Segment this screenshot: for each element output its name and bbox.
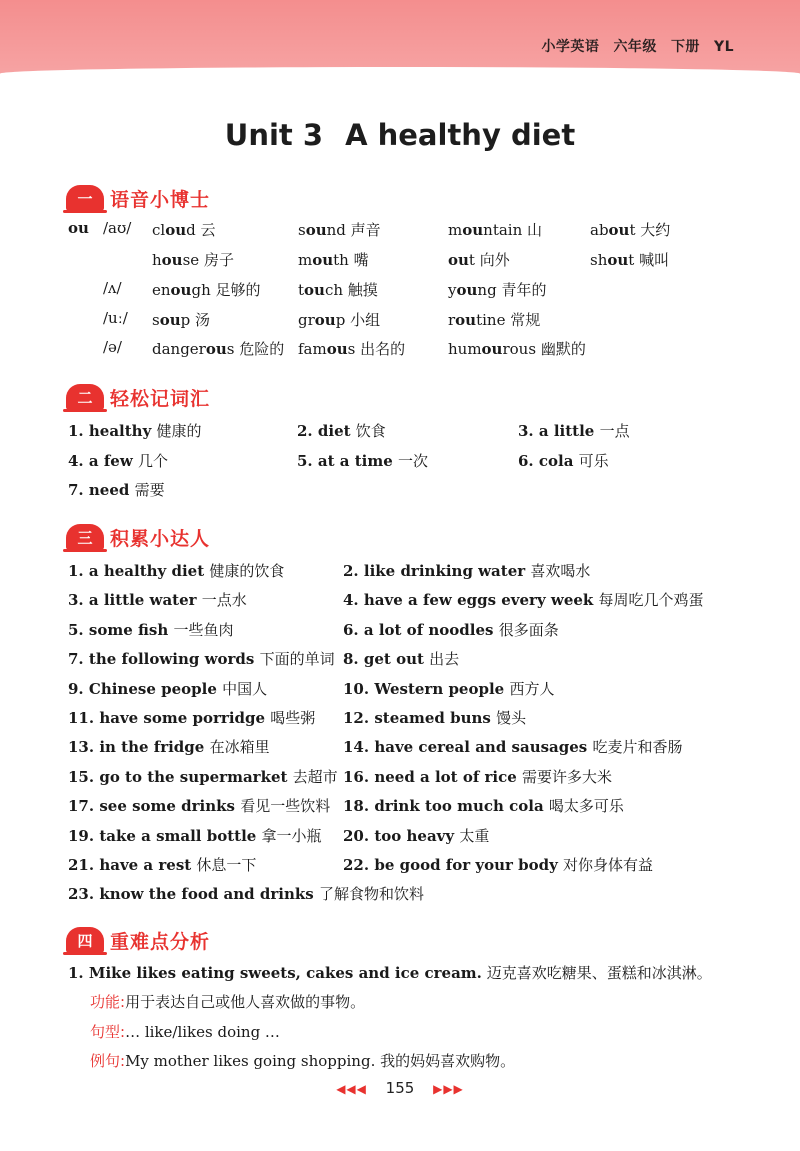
phonics-word	[448, 279, 546, 300]
vocab-english: cola	[538, 452, 579, 470]
phrase-number: 22.	[343, 856, 375, 874]
phonics-word	[152, 279, 261, 300]
section-phonics-header	[66, 184, 210, 212]
phonics-ou: ou	[170, 281, 192, 299]
phonics-ou: ou	[205, 340, 227, 358]
phonics-part: t	[629, 221, 636, 239]
vocab-chinese: 可乐	[578, 452, 609, 470]
phonics-part: m	[448, 221, 463, 239]
vocab-chinese: 健康的	[156, 422, 202, 440]
phonics-meaning: 危险的	[239, 340, 285, 358]
phrase-chinese: 中国人	[222, 680, 268, 698]
phonics-part: se	[182, 251, 200, 269]
vocab-english: at a time	[317, 452, 398, 470]
vocab-number: 4.	[68, 452, 89, 470]
phrase-number: 5.	[68, 621, 89, 639]
section-badge: 四	[66, 927, 104, 953]
analysis-example	[90, 1050, 515, 1071]
phrase-item	[343, 678, 554, 699]
book-series	[527, 36, 734, 56]
phrase-english: like drinking water	[363, 562, 531, 580]
phrase-english: the following words	[88, 650, 260, 668]
phrase-chinese: 很多面条	[498, 621, 559, 639]
vocab-chinese: 几个	[137, 452, 168, 470]
phonics-symbol: /ʌ/	[103, 279, 122, 297]
phrase-english: have cereal and sausages	[374, 738, 593, 756]
phonics-ou: ou	[455, 311, 477, 329]
phonics-part: fam	[298, 340, 327, 358]
unit-name: A healthy diet	[345, 118, 576, 152]
phonics-part: s	[152, 311, 160, 329]
section-title: 语音小博士	[110, 188, 211, 211]
phrase-chinese: 休息一下	[196, 856, 257, 874]
phrase-chinese: 下面的单词	[259, 650, 335, 668]
example-cn: 我的妈妈喜欢购物。	[380, 1052, 516, 1070]
phrase-english: drink too much cola	[374, 797, 549, 815]
phrase-english: Chinese people	[88, 680, 223, 698]
phrase-item	[68, 795, 330, 816]
phonics-ou: ou	[607, 251, 629, 269]
phrase-number: 20.	[343, 827, 375, 845]
phrase-number: 17.	[68, 797, 100, 815]
phrase-chinese: 了解食物和饮料	[318, 885, 424, 903]
phonics-part: th	[333, 251, 349, 269]
section-title: 积累小达人	[110, 527, 211, 550]
phrase-item	[343, 707, 526, 728]
phrase-item	[68, 825, 322, 846]
phonics-part: s	[298, 221, 306, 239]
phrase-chinese: 一点水	[201, 591, 247, 609]
phonics-part: p	[335, 311, 346, 329]
phrase-item	[68, 736, 270, 757]
phonics-meaning: 汤	[195, 311, 211, 329]
phrase-english: get out	[363, 650, 430, 668]
phrase-number: 2.	[343, 562, 364, 580]
vocab-item	[518, 420, 630, 441]
series-grade: 六年级	[613, 39, 657, 55]
phrase-item	[68, 589, 247, 610]
phrase-item	[343, 589, 704, 610]
phrase-item	[343, 825, 489, 846]
phrase-chinese: 吃麦片和香肠	[592, 738, 683, 756]
right-arrows-icon: ▶▶▶	[433, 1082, 464, 1096]
vocab-number: 6.	[518, 452, 539, 470]
phrase-chinese: 每周吃几个鸡蛋	[598, 591, 704, 609]
section-badge: 一	[66, 185, 104, 211]
phrase-number: 14.	[343, 738, 375, 756]
phonics-word	[448, 249, 510, 270]
vocab-item	[297, 450, 428, 471]
phrase-chinese: 西方人	[509, 680, 555, 698]
phonics-part: ab	[590, 221, 609, 239]
phrase-number: 1.	[68, 562, 89, 580]
phonics-part: en	[152, 281, 171, 299]
phonics-meaning: 房子	[203, 251, 234, 269]
unit-number: Unit 3	[224, 118, 324, 152]
phonics-part: sh	[590, 251, 608, 269]
phonics-part: m	[298, 251, 313, 269]
phrase-item	[343, 766, 612, 787]
phrase-number: 19.	[68, 827, 100, 845]
phrase-number: 13.	[68, 738, 100, 756]
vocab-chinese: 饮食	[355, 422, 386, 440]
phrase-item	[343, 619, 559, 640]
phrase-chinese: 需要许多大米	[522, 768, 613, 786]
vocab-number: 7.	[68, 481, 89, 499]
phonics-ou: ou	[165, 221, 187, 239]
phonics-part: gh	[191, 281, 211, 299]
phrase-chinese: 拿一小瓶	[261, 827, 322, 845]
phonics-part: t	[298, 281, 305, 299]
section-phrases-header	[66, 523, 210, 551]
phrase-chinese: 太重	[459, 827, 490, 845]
phonics-part: t	[628, 251, 635, 269]
page-footer	[0, 1079, 800, 1097]
phrase-item	[68, 766, 338, 787]
phrase-chinese: 一些鱼肉	[173, 621, 234, 639]
phrase-number: 15.	[68, 768, 100, 786]
analysis-function	[90, 991, 365, 1012]
phrase-english: go to the supermarket	[99, 768, 293, 786]
phrase-item	[68, 854, 256, 875]
phonics-meaning: 青年的	[501, 281, 547, 299]
phonics-ou: ou	[312, 251, 334, 269]
phrase-chinese: 对你身体有益	[563, 856, 654, 874]
phonics-word	[152, 219, 216, 240]
vocab-english: healthy	[88, 422, 157, 440]
vocab-number: 1.	[68, 422, 89, 440]
phonics-word	[298, 249, 369, 270]
phrase-item	[343, 795, 624, 816]
section-vocab-header	[66, 383, 210, 411]
phonics-meaning: 触摸	[347, 281, 378, 299]
vocab-english: need	[88, 481, 135, 499]
phrase-chinese: 出去	[429, 650, 460, 668]
function-text: 用于表达自己或他人喜欢做的事物。	[125, 993, 366, 1011]
phonics-part: t	[468, 251, 475, 269]
phonics-ou: ou	[305, 221, 327, 239]
analysis-sentence	[68, 962, 712, 983]
phonics-part: cl	[152, 221, 166, 239]
phrase-english: Western people	[374, 680, 510, 698]
phrase-item	[68, 619, 233, 640]
phonics-meaning: 幽默的	[540, 340, 586, 358]
phrase-chinese: 在冰箱里	[209, 738, 270, 756]
phrase-number: 12.	[343, 709, 375, 727]
phrase-english: have a rest	[99, 856, 197, 874]
phrase-number: 21.	[68, 856, 100, 874]
phonics-meaning: 常规	[510, 311, 541, 329]
phrase-item	[343, 648, 459, 669]
left-arrows-icon: ◀◀◀	[336, 1082, 367, 1096]
phrase-number: 23.	[68, 885, 100, 903]
analysis-pattern	[90, 1021, 280, 1042]
phrase-item	[68, 707, 315, 728]
phonics-ou: ou	[326, 340, 348, 358]
phrase-number: 7.	[68, 650, 89, 668]
phrase-english: see some drinks	[99, 797, 241, 815]
phonics-meaning: 云	[200, 221, 216, 239]
phonics-part: ng	[477, 281, 497, 299]
section-badge: 二	[66, 384, 104, 410]
phrase-chinese: 馒头	[496, 709, 527, 727]
phonics-meaning: 喊叫	[639, 251, 670, 269]
phonics-ou: ou	[314, 311, 336, 329]
phrase-chinese: 喝太多可乐	[548, 797, 624, 815]
section-analysis-header	[66, 926, 210, 954]
phonics-meaning: 声音	[350, 221, 381, 239]
phrase-english: some fish	[88, 621, 174, 639]
phonics-part: danger	[152, 340, 206, 358]
phonics-part: gr	[298, 311, 315, 329]
page-number: 155	[385, 1079, 415, 1097]
phrase-english: too heavy	[374, 827, 460, 845]
vocab-chinese: 一点	[599, 422, 630, 440]
phonics-ou: ou	[161, 251, 183, 269]
section-title: 重难点分析	[110, 930, 211, 953]
phrase-item	[343, 854, 653, 875]
vocab-chinese: 需要	[134, 481, 165, 499]
function-label: 功能:	[90, 993, 126, 1011]
phonics-word	[298, 309, 380, 330]
phrase-number: 10.	[343, 680, 375, 698]
phrase-chinese: 喝些粥	[270, 709, 316, 727]
phrase-number: 11.	[68, 709, 100, 727]
pattern-label: 句型:	[90, 1023, 126, 1041]
phrase-english: have some porridge	[99, 709, 271, 727]
vocab-item	[518, 450, 609, 471]
phonics-letters: ou	[68, 219, 89, 237]
phonics-meaning: 小组	[350, 311, 381, 329]
phonics-part: ch	[324, 281, 344, 299]
page-title	[0, 118, 800, 152]
phrase-item	[343, 560, 590, 581]
phonics-part: s	[347, 340, 356, 358]
phrase-item	[68, 883, 424, 904]
vocab-item	[68, 450, 168, 471]
phonics-word	[298, 279, 378, 300]
phonics-meaning: 出名的	[360, 340, 406, 358]
phrase-item	[343, 736, 682, 757]
phonics-part: r	[502, 340, 510, 358]
phonics-symbol: /uː/	[103, 309, 128, 327]
phonics-symbol: /ə/	[103, 338, 122, 356]
phrase-number: 9.	[68, 680, 89, 698]
vocab-number: 3.	[518, 422, 539, 440]
phonics-ou: ou	[462, 221, 484, 239]
phonics-word	[590, 249, 669, 270]
phonics-word	[152, 249, 234, 270]
phonics-word	[298, 219, 381, 240]
phonics-word	[152, 338, 284, 359]
series-volume: 下册	[670, 39, 700, 55]
phrase-number: 6.	[343, 621, 364, 639]
phrase-number: 4.	[343, 591, 364, 609]
phrase-english: a little water	[88, 591, 202, 609]
phonics-word	[152, 309, 210, 330]
section-title: 轻松记词汇	[110, 387, 211, 410]
phonics-meaning: 足够的	[215, 281, 261, 299]
phonics-word	[448, 338, 586, 359]
series-edition: YL	[713, 39, 734, 55]
phonics-part: p	[180, 311, 191, 329]
vocab-number: 5.	[297, 452, 318, 470]
phrase-number: 3.	[68, 591, 89, 609]
phonics-part: r	[448, 311, 456, 329]
phrase-item	[68, 560, 284, 581]
phonics-word	[298, 338, 405, 359]
vocab-chinese: 一次	[397, 452, 428, 470]
section-badge: 三	[66, 524, 104, 550]
series-subject: 小学英语	[541, 39, 600, 55]
phonics-meaning: 嘴	[353, 251, 369, 269]
phonics-part: d	[186, 221, 196, 239]
phonics-word	[590, 219, 670, 240]
phrase-item	[68, 648, 335, 669]
phonics-ou: ou	[304, 281, 325, 299]
phrase-english: steamed buns	[374, 709, 497, 727]
vocab-english: a little	[538, 422, 600, 440]
pattern-text: … like/likes doing …	[125, 1023, 280, 1041]
phrase-chinese: 健康的饮食	[209, 562, 285, 580]
phonics-part: h	[152, 251, 162, 269]
phonics-meaning: 山	[527, 221, 543, 239]
vocab-item	[68, 479, 165, 500]
vocab-item	[297, 420, 386, 441]
phonics-word	[448, 219, 542, 240]
phonics-part: y	[448, 281, 457, 299]
phrase-chinese: 看见一些饮料	[240, 797, 331, 815]
phonics-part: ntain	[483, 221, 523, 239]
phonics-part: tine	[476, 311, 506, 329]
phrase-number: 16.	[343, 768, 375, 786]
phonics-ou: ou	[608, 221, 630, 239]
phonics-ou: ou	[159, 311, 181, 329]
phrase-english: know the food and drinks	[99, 885, 319, 903]
vocab-item	[68, 420, 202, 441]
phrase-english: in the fridge	[99, 738, 210, 756]
phrase-english: a lot of noodles	[363, 621, 499, 639]
phrase-number: 18.	[343, 797, 375, 815]
analysis-sentence-en: 1. Mike likes eating sweets, cakes and ice cream.	[68, 964, 482, 982]
phonics-symbol: /aʊ/	[103, 219, 132, 237]
phonics-part: nd	[326, 221, 346, 239]
phonics-part: ous	[509, 340, 537, 358]
phrase-english: a healthy diet	[88, 562, 210, 580]
example-en: My mother likes going shopping.	[125, 1052, 376, 1070]
phonics-word	[448, 309, 540, 330]
phonics-meaning: 大约	[640, 221, 671, 239]
vocab-english: a few	[88, 452, 138, 470]
vocab-english: diet	[317, 422, 356, 440]
analysis-sentence-cn: 迈克喜欢吃糖果、蛋糕和冰淇淋。	[486, 964, 712, 982]
phrase-english: have a few eggs every week	[363, 591, 599, 609]
phrase-english: be good for your body	[374, 856, 564, 874]
phrase-number: 8.	[343, 650, 364, 668]
phrase-chinese: 喜欢喝水	[530, 562, 591, 580]
phrase-item	[68, 678, 267, 699]
vocab-number: 2.	[297, 422, 318, 440]
phonics-ou: ou	[448, 251, 469, 269]
phonics-part: s	[226, 340, 235, 358]
phonics-ou: ou	[456, 281, 478, 299]
example-label: 例句:	[90, 1052, 126, 1070]
phrase-chinese: 去超市	[292, 768, 338, 786]
phrase-english: take a small bottle	[99, 827, 262, 845]
phonics-meaning: 向外	[479, 251, 510, 269]
phonics-ou: ou	[481, 340, 503, 358]
phrase-english: need a lot of rice	[374, 768, 523, 786]
phonics-part: hum	[448, 340, 482, 358]
